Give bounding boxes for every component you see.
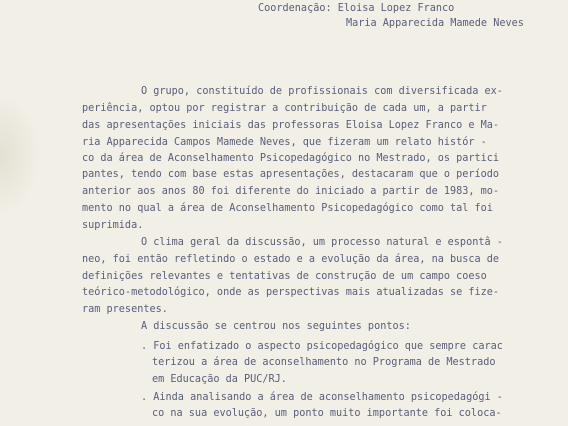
- paragraph-3: A discussão se centrou nos seguintes pontos:: [141, 321, 411, 332]
- paragraph-1-line: das apresentações iniciais das professoras Eloisa Lopez Franco e Ma-: [82, 120, 500, 131]
- bullet-1-line: terizou a área de aconselhamento no Programa de Mestrado: [152, 357, 496, 368]
- bullet-1-line: em Educação da PUC/RJ.: [152, 374, 287, 385]
- bullet-1-line: . Foi enfatizado o aspecto psicopedagógico que sempre carac: [141, 341, 503, 352]
- paragraph-1-line: O grupo, constituído de profissionais com diversificada ex-: [141, 86, 503, 97]
- paragraph-1-line: suprimida.: [82, 220, 144, 231]
- bullet-2-line: co na sua evolução, um ponto muito importante foi coloca-: [152, 408, 502, 419]
- header-coordinator-2: Maria Apparecida Mamede Neves: [346, 18, 524, 29]
- paragraph-1-line: anterior aos anos 80 foi diferente do iniciado a partir de 1983, mo-: [82, 186, 500, 197]
- paragraph-1-line: mento no qual a área de Aconselhamento Psicopedagógico como tal foi: [82, 203, 493, 214]
- paragraph-1-line: co da área de Aconselhamento Psicopedagógico no Mestrado, os partici: [82, 153, 500, 164]
- paragraph-2-line: O clima geral da discussão, um processo natural e espontâ -: [141, 237, 503, 248]
- paragraph-2-line: definições relevantes e tentativas de construção de um campo coeso: [82, 271, 487, 282]
- bullet-2-line: . Ainda analisando a área de aconselhamento psicopedagógi -: [141, 392, 503, 403]
- header-coordination: Coordenação: Eloisa Lopez Franco: [258, 3, 455, 14]
- paragraph-1-line: ria Apparecida Campos Mamede Neves, que fizeram um relato histór -: [82, 137, 487, 148]
- paragraph-1-line: periência, optou por registrar a contribuição de cada um, a partir: [82, 103, 487, 114]
- paragraph-2-line: ram presentes.: [82, 304, 168, 315]
- paragraph-2-line: teórico-metodológico, onde as perspectivas mais atualizadas se fize-: [82, 287, 500, 298]
- paper-stain: [0, 95, 40, 215]
- paragraph-2-line: neo, foi então refletindo o estado e a evolução da área, na busca de: [82, 254, 500, 265]
- paragraph-1-line: pantes, tendo com base estas apresentações, destacaram que o período: [82, 169, 500, 180]
